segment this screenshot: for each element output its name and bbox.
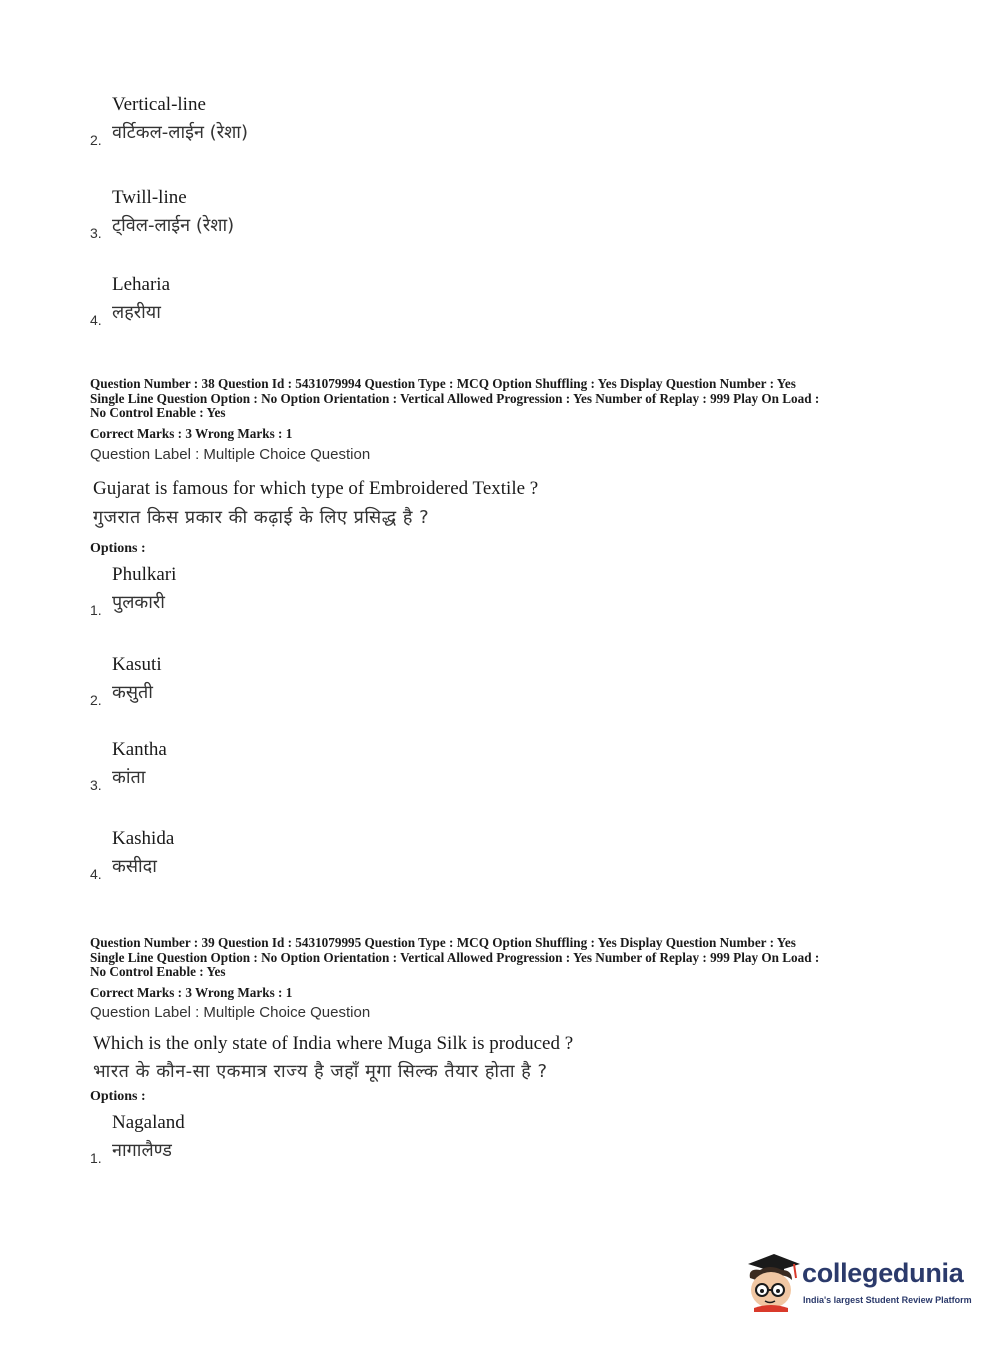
question-marks: Correct Marks : 3 Wrong Marks : 1 (90, 985, 293, 1000)
option-hindi: कसीदा (112, 856, 157, 877)
option-hindi: कांता (112, 767, 146, 788)
option-number: 3. (90, 777, 102, 793)
option-english: Phulkari (112, 564, 177, 585)
question-meta-line: Single Line Question Option : No Option Orientation : Vertical Allowed Progression : Yes Number of Replay : 999 Play On Load : (90, 390, 820, 406)
option-english: Kasuti (112, 654, 162, 675)
mascot-icon (742, 1250, 802, 1312)
question-text: Which is the only state of India where Muga Silk is produced ? (93, 1033, 574, 1054)
question-meta-line: Question Number : 39 Question Id : 5431079995 Question Type : MCQ Option Shuffling : Yes Display Question Number : Yes (90, 935, 796, 950)
option-number: 3. (90, 225, 102, 241)
option-number: 2. (90, 692, 102, 708)
question-label: Question Label : Multiple Choice Question (90, 446, 371, 463)
option-english: Twill-line (112, 187, 187, 208)
question-text-hindi: भारत के कौन-सा एकमात्र राज्य है जहाँ मूगा सिल्क तैयार होता है ? (93, 1061, 548, 1082)
option-number: 1. (90, 602, 102, 618)
option-english: Kantha (112, 739, 167, 760)
question-meta (90, 377, 910, 421)
collegedunia-logo (742, 1250, 972, 1320)
question-meta-line: Question Number : 38 Question Id : 5431079994 Question Type : MCQ Option Shuffling : Yes Display Question Number : Yes (90, 376, 796, 391)
option-number: 4. (90, 866, 102, 882)
option-number: 1. (90, 1150, 102, 1166)
option-hindi: नागालैण्ड (112, 1140, 172, 1161)
option-hindi: ट्विल-लाईन (रेशा) (112, 215, 235, 236)
logo-tagline: India's largest Student Review Platform (803, 1295, 972, 1305)
option-english: Kashida (112, 828, 175, 849)
logo-wordmark: collegedunia (802, 1258, 964, 1288)
option-english: Vertical-line (112, 94, 206, 115)
question-label: Question Label : Multiple Choice Question (90, 1004, 371, 1021)
option-english: Nagaland (112, 1112, 185, 1133)
option-hindi: लहरीया (112, 302, 161, 323)
question-meta (90, 936, 910, 980)
question-text: Gujarat is famous for which type of Embroidered Textile ? (93, 478, 539, 499)
option-number: 4. (90, 312, 102, 328)
options-label: Options : (90, 541, 146, 556)
option-hindi: पुलकारी (112, 592, 165, 613)
question-marks: Correct Marks : 3 Wrong Marks : 1 (90, 426, 293, 441)
question-meta-line: No Control Enable : Yes (90, 405, 226, 420)
question-text-hindi: गुजरात किस प्रकार की कढ़ाई के लिए प्रसिद्ध है ? (93, 507, 430, 528)
option-hindi: वर्टिकल-लाईन (रेशा) (112, 122, 248, 143)
option-hindi: कसुती (112, 682, 153, 703)
question-meta-line: Single Line Question Option : No Option Orientation : Vertical Allowed Progression : Yes Number of Replay : 999 Play On Load : (90, 949, 820, 965)
option-english: Leharia (112, 274, 171, 295)
option-number: 2. (90, 132, 102, 148)
question-meta-line: No Control Enable : Yes (90, 964, 226, 979)
options-label: Options : (90, 1089, 146, 1104)
